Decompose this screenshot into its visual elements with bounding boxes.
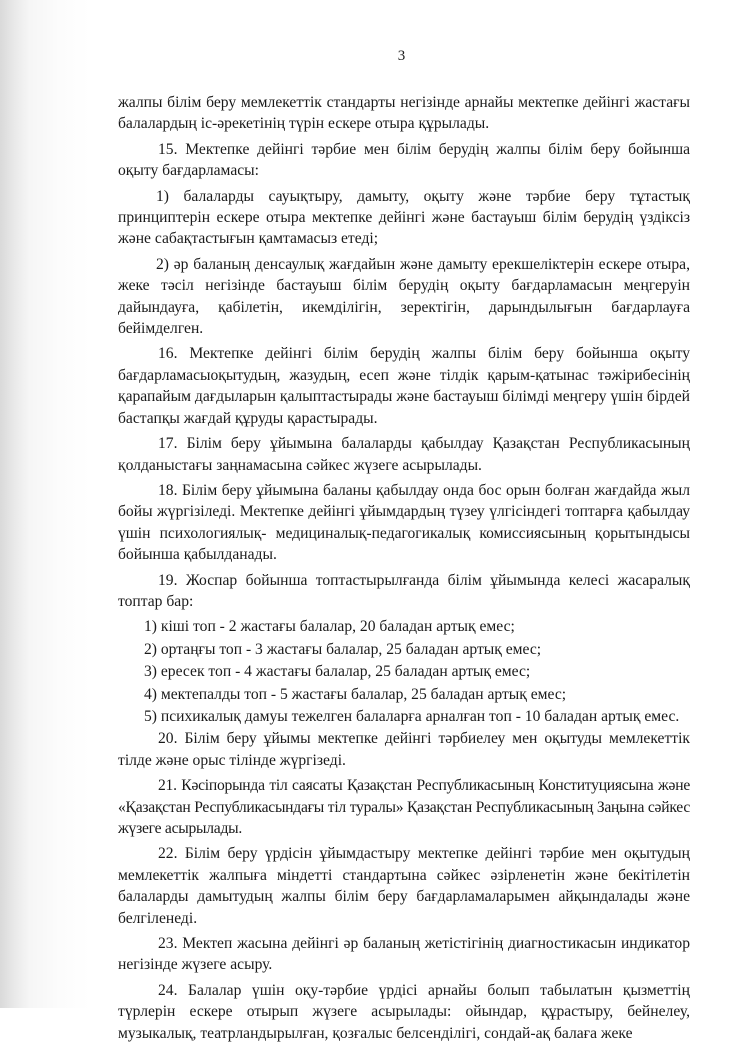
paragraph-22: 22. Білім беру үрдісін ұйымдастыру мектепке дейінгі тәрбие мен оқытудың мемлекеттік жалпыға міндетті стандартына сәйкес әзірленетін және бекітілетін балаларды дамытудың жалпы білім беру бағдарламаларымен айқындалады және белгіленеді. xyxy=(118,845,690,927)
paragraph-15: 15. Мектепке дейінгі тәрбие мен білім берудің жалпы білім беру бойынша оқыту бағдарламасы: xyxy=(118,140,690,180)
paragraph-18: 18. Білім беру ұйымына баланы қабылдау онда бос орын болған жағдайда жыл бойы жүргізіледі. Мектепке дейінгі ұйымдардың түзеу үлгісіндегі топтарға қабылдау үшін психологиялық- медициналық-педагогикалық комиссиясының қорытындысы бойынша қабылданады. xyxy=(118,481,690,564)
paragraph-15-item-1: 1) балаларды сауықтыру, дамыту, оқыту және тәрбие беру тұтастық принциптерін ескере отыра мектепке дейінгі және бастауыш білім берудің үздіксіз және сабақтастығын қамтамасыз етеді; xyxy=(118,187,690,248)
paragraph-19-item-1: 1) кіші топ - 2 жастағы балалар, 20 баладан артық емес; xyxy=(144,618,515,636)
paragraph-17: 17. Білім беру ұйымына балаларды қабылдау Қазақстан Республикасының қолданыстағы заңнамасына сәйкес жүзеге асырылады. xyxy=(118,435,690,474)
paragraph-intro: жалпы білім беру мемлекеттік стандарты негізінде арнайы мектепке дейінгі жастағы балалардың іс-әрекетінің түрін ескере отыра құрылады. xyxy=(118,94,690,133)
paragraph-19-item-2: 2) ортаңғы топ - 3 жастағы балалар, 25 баладан артық емес; xyxy=(144,640,542,658)
paragraph-20: 20. Білім беру ұйымы мектепке дейінгі тәрбиелеу мен оқытуды мемлекеттік тілде және орыс тілінде жүргізеді. xyxy=(118,730,690,769)
paragraph-23: 23. Мектеп жасына дейінгі әр баланың жетістігінің диагностикасын индикатор негізінде жүзеге асыру. xyxy=(118,935,690,974)
page-number: 3 xyxy=(397,48,406,64)
document-body xyxy=(118,92,690,1044)
paragraph-21: 21. Кәсіпорында тіл саясаты Қазақстан Республикасының Конституциясына және «Қазақстан Республикасындағы тіл туралы» Қазақстан Республикасының Заңына сәйкес жүзеге асырылады. xyxy=(118,777,690,837)
paragraph-19-item-5: 5) психикалық дамуы тежелген балаларға арналған топ - 10 баладан артық емес. xyxy=(144,707,680,725)
paragraph-24: 24. Балалар үшін оқу-тәрбие үрдісі арнайы болып табылатын қызметтің түрлерін ескере отырып жүзеге асырылады: ойындар, құрастыру, бейнелеу, музыкалық, театрландырылған, қозғалыс белсенділігі, сондай-ақ балаға жеке xyxy=(118,981,690,1042)
paragraph-16: 16. Мектепке дейінгі білім берудің жалпы білім беру бойынша оқыту бағдарламасыоқытудың, жазудың, есеп және тілдік қарым-қатынас тәжірибесінің қарапайым дағдыларын қалыптастырады және бастауыш білімді меңгеру үшін бірдей бастапқы жағдай құруды қарастырады. xyxy=(118,345,690,427)
paragraph-15-item-2: 2) әр баланың денсаулық жағдайын және дамыту ерекшеліктерін ескере отыра, жеке тәсіл негізінде бастауыш білім берудің оқыту бағдарламасын меңгеруін дайындауға, қабілетін, икемділігін, зеректігін, дарындылығын бағдарлауға бейімделген. xyxy=(118,255,690,338)
paragraph-19: 19. Жоспар бойынша топтастырылғанда білім ұйымында келесі жасаралық топтар бар: xyxy=(118,571,690,610)
paragraph-19-item-4: 4) мектепалды топ - 5 жастағы балалар, 25 баладан артық емес; xyxy=(144,685,567,703)
paragraph-19-item-3: 3) ересек топ - 4 жастағы балалар, 25 баладан артық емес; xyxy=(144,663,531,681)
